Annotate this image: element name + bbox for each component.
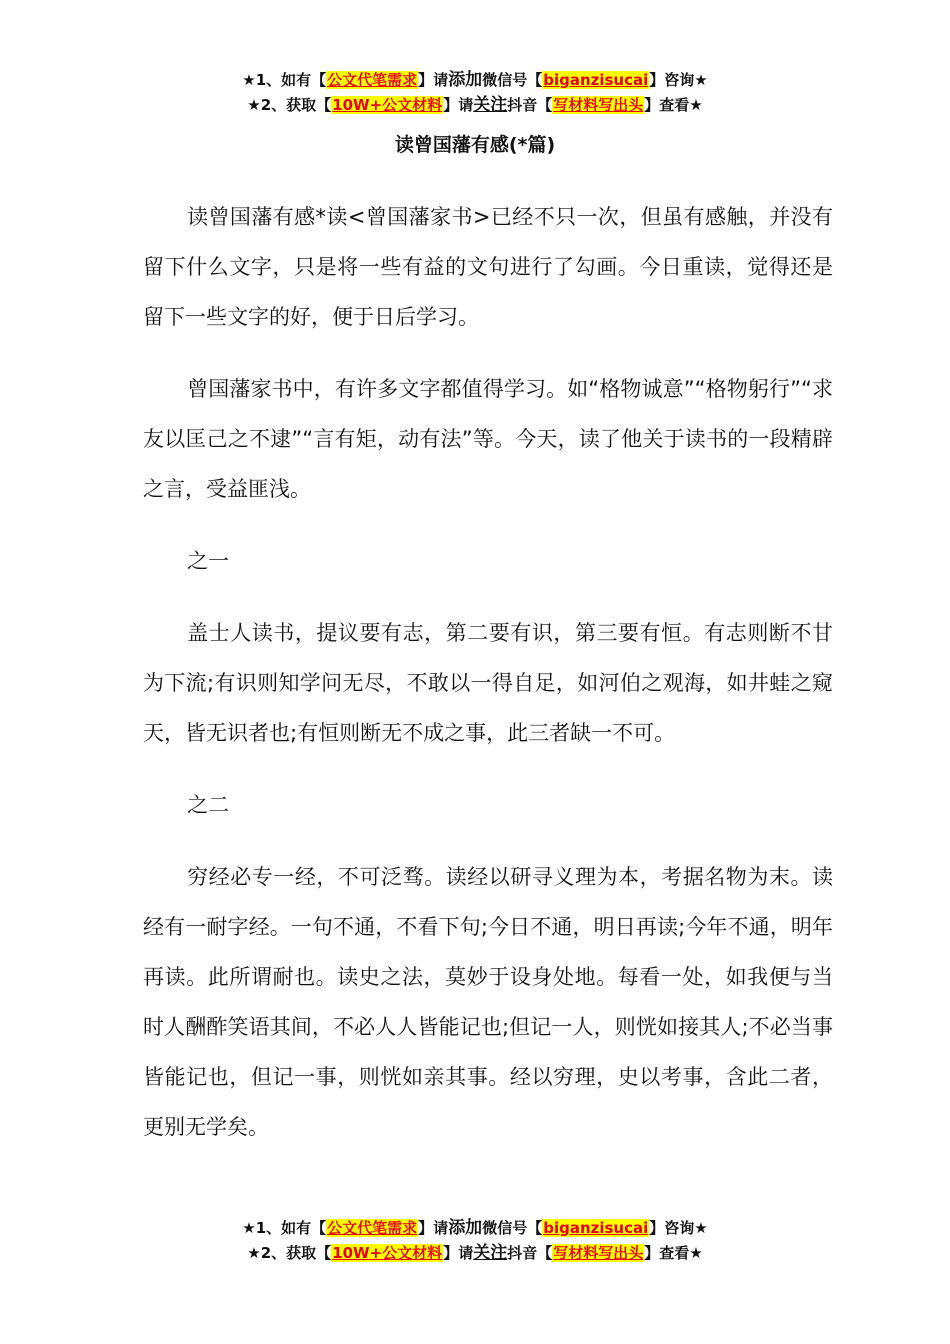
banner-text: ★1、如有【: [242, 71, 327, 89]
banner-text: 】请: [443, 1244, 474, 1262]
banner-text: ★2、获取【: [247, 1244, 332, 1262]
highlight-materials: 10W+公文材料: [332, 96, 443, 114]
section-heading: 之一: [187, 549, 230, 573]
highlight-service: 公文代笔需求: [327, 71, 418, 89]
highlight-wechat-id: biganzisucai: [543, 1219, 649, 1237]
banner-text: 】查看★: [644, 1244, 703, 1262]
highlight-wechat-id: biganzisucai: [543, 71, 649, 89]
banner-emphasis: 添加: [448, 70, 483, 90]
document-body: [143, 192, 833, 1174]
body-paragraph: 曾国藩家书中，有许多文字都值得学习。如“格物诚意”“格物躬行”“求友以匡己之不逮”“言有矩，动有法”等。今天，读了他关于读书的一段精辟之言，受益匪浅。: [143, 377, 833, 501]
banner-text: 】请: [418, 1219, 449, 1237]
banner-line-2: [0, 93, 950, 118]
footer-banner: [0, 1216, 950, 1266]
banner-text: 】查看★: [644, 96, 703, 114]
banner-text: 抖音【: [507, 96, 553, 114]
body-paragraph: 读曾国藩有感*读<曾国藩家书>已经不只一次，但虽有感触，并没有留下什么文字，只是将一些有益的文句进行了勾画。今日重读，觉得还是留下一些文字的好，便于日后学习。: [143, 205, 833, 329]
header-banner: [0, 68, 950, 118]
banner-text: 】请: [443, 96, 474, 114]
banner-text: 】请: [418, 71, 449, 89]
highlight-service: 公文代笔需求: [327, 1219, 418, 1237]
body-paragraph: 穷经必专一经，不可泛骛。读经以研寻义理为本，考据名物为末。读经有一耐字经。一句不通，不看下句;今日不通，明日再读;今年不通，明年再读。此所谓耐也。读史之法，莫妙于设身处地。每看一处，如我便与当时人酬酢笑语其间，不必人人皆能记也;但记一人，则恍如接其人;不必当事皆能记也，但记一事，则恍如亲其事。经以穷理，史以考事，含此二者，更别无学矣。: [143, 865, 833, 1139]
highlight-materials: 10W+公文材料: [332, 1244, 443, 1262]
banner-text: ★2、获取【: [247, 96, 332, 114]
banner-text: 微信号【: [482, 1219, 543, 1237]
banner-emphasis: 关注: [473, 1243, 508, 1263]
banner-text: ★1、如有【: [242, 1219, 327, 1237]
document-title: 读曾国藩有感(*篇): [394, 134, 556, 156]
banner-emphasis: 关注: [473, 95, 508, 115]
banner-text: 】咨询★: [649, 1219, 708, 1237]
body-paragraph: 盖士人读书，提议要有志，第二要有识，第三要有恒。有志则断不甘为下流;有识则知学问无尽，不敢以一得自足，如河伯之观海，如井蛙之窥天，皆无识者也;有恒则断无不成之事，此三者缺一不可。: [143, 621, 833, 745]
section-heading: 之二: [187, 793, 230, 817]
banner-text: 微信号【: [482, 71, 543, 89]
banner-line-1: [0, 1216, 950, 1241]
banner-text: 抖音【: [507, 1244, 553, 1262]
banner-line-2: [0, 1241, 950, 1266]
highlight-douyin-account: 写材料写出头: [553, 96, 644, 114]
highlight-douyin-account: 写材料写出头: [553, 1244, 644, 1262]
banner-emphasis: 添加: [448, 1218, 483, 1238]
banner-text: 】咨询★: [649, 71, 708, 89]
banner-line-1: [0, 68, 950, 93]
